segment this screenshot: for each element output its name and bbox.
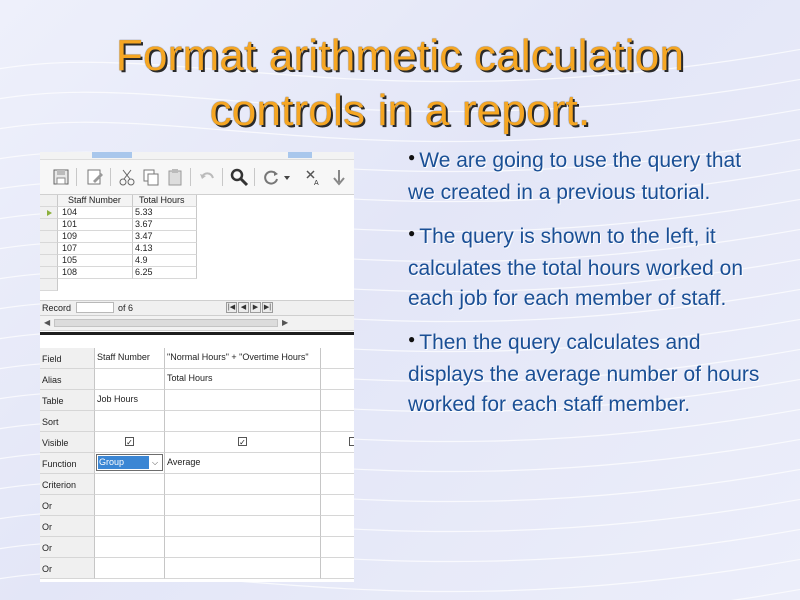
row-label: Function xyxy=(40,453,95,474)
design-row-or xyxy=(40,516,354,537)
sort-down-icon[interactable] xyxy=(328,166,350,188)
record-label: Record xyxy=(42,303,72,313)
row-label: Visible xyxy=(40,432,95,453)
table-header-row xyxy=(40,195,354,207)
table-cell[interactable]: 101 xyxy=(58,219,133,231)
or-cell[interactable] xyxy=(165,558,321,579)
bullet-dot-icon: ● xyxy=(408,150,416,164)
table-cell[interactable]: 4.13 xyxy=(133,243,197,255)
or-cell[interactable] xyxy=(321,558,354,579)
bullet-dot-icon: ● xyxy=(408,332,416,346)
table-row[interactable] xyxy=(40,243,354,255)
last-record-button[interactable]: ▶| xyxy=(263,304,272,311)
bullet-item xyxy=(408,146,764,208)
cut-icon[interactable] xyxy=(116,166,138,188)
toolbar-separator xyxy=(254,168,255,186)
table-row[interactable] xyxy=(40,231,354,243)
design-row-table xyxy=(40,390,354,411)
query-toolbar xyxy=(40,160,354,195)
design-row-function xyxy=(40,453,354,474)
chevron-down-icon[interactable]: ⌵ xyxy=(151,458,159,467)
record-navigation-bar xyxy=(40,300,354,316)
design-row-or xyxy=(40,495,354,516)
table-row[interactable] xyxy=(40,255,354,267)
scroll-left-icon[interactable]: ◀ xyxy=(44,318,51,327)
row-label: Sort xyxy=(40,411,95,432)
title-line-2: controls in a report. xyxy=(209,86,591,135)
copy-icon[interactable] xyxy=(140,166,162,188)
table-row[interactable] xyxy=(40,267,354,279)
column-header[interactable]: Total Hours xyxy=(133,195,197,207)
sort-az-icon[interactable] xyxy=(302,166,324,188)
bullet-item xyxy=(408,222,764,314)
table-cell[interactable]: 104 xyxy=(58,207,133,219)
bullet-text: Then the query calculates and displays the average number of hours worked for each staff member. xyxy=(408,331,760,416)
dropdown-arrow-icon[interactable] xyxy=(282,166,292,188)
function-selected-value: Group xyxy=(98,456,149,469)
visible-cell xyxy=(321,432,354,453)
field-cell[interactable]: "Normal Hours" + "Overtime Hours" xyxy=(165,348,321,369)
row-selector[interactable] xyxy=(40,243,58,255)
function-cell[interactable]: Average xyxy=(165,453,321,474)
design-row-visible xyxy=(40,432,354,453)
row-selector-header xyxy=(40,195,58,207)
row-selector[interactable] xyxy=(40,255,58,267)
table-cell[interactable] xyxy=(321,390,354,411)
horizontal-scrollbar[interactable] xyxy=(40,316,354,331)
visible-cell xyxy=(165,432,321,453)
design-row-or xyxy=(40,537,354,558)
row-label: Or xyxy=(40,516,95,537)
sort-cell[interactable] xyxy=(165,411,321,432)
table-cell[interactable]: 6.25 xyxy=(133,267,197,279)
visible-cell xyxy=(95,432,165,453)
table-cell[interactable]: 108 xyxy=(58,267,133,279)
row-label: Alias xyxy=(40,369,95,390)
window-top-strip xyxy=(40,152,354,160)
toolbar-separator xyxy=(76,168,77,186)
slide-title xyxy=(0,28,800,138)
or-cell[interactable] xyxy=(321,516,354,537)
table-cell[interactable]: 3.47 xyxy=(133,231,197,243)
tab-indicator xyxy=(92,152,132,158)
scrollbar-thumb[interactable] xyxy=(54,319,278,327)
next-record-button[interactable]: ▶ xyxy=(250,302,261,313)
paste-icon[interactable] xyxy=(164,166,186,188)
design-row-sort xyxy=(40,411,354,432)
or-cell[interactable] xyxy=(165,537,321,558)
criterion-cell[interactable] xyxy=(321,474,354,495)
function-cell xyxy=(95,453,165,474)
query-screenshot xyxy=(40,152,354,582)
or-cell[interactable] xyxy=(321,495,354,516)
svg-text:A: A xyxy=(314,180,319,187)
table-cell[interactable]: 107 xyxy=(58,243,133,255)
table-cell[interactable] xyxy=(165,390,321,411)
bullet-dot-icon: ● xyxy=(408,226,416,240)
pane-divider[interactable] xyxy=(40,332,354,335)
record-count: of 6 xyxy=(118,303,134,313)
table-row[interactable] xyxy=(40,219,354,231)
toolbar-separator xyxy=(190,168,191,186)
row-selector[interactable] xyxy=(40,219,58,231)
toolbar-separator xyxy=(222,168,223,186)
table-cell[interactable]: 105 xyxy=(58,255,133,267)
sort-cell[interactable] xyxy=(321,411,354,432)
edit-icon[interactable] xyxy=(84,166,106,188)
table-row-empty[interactable] xyxy=(40,279,354,291)
table-cell[interactable]: 3.67 xyxy=(133,219,197,231)
table-cell[interactable]: 5.33 xyxy=(133,207,197,219)
toolbar-separator xyxy=(110,168,111,186)
row-selector[interactable] xyxy=(40,231,58,243)
or-cell[interactable] xyxy=(95,537,165,558)
row-selector[interactable] xyxy=(40,279,58,291)
table-cell[interactable]: 4.9 xyxy=(133,255,197,267)
refresh-icon[interactable] xyxy=(260,166,282,188)
row-label: Field xyxy=(40,348,95,369)
table-row[interactable] xyxy=(40,207,354,219)
or-cell[interactable] xyxy=(165,516,321,537)
design-row-criterion xyxy=(40,474,354,495)
alias-cell[interactable]: Total Hours xyxy=(165,369,321,390)
save-icon[interactable] xyxy=(50,166,72,188)
or-cell[interactable] xyxy=(321,537,354,558)
criterion-cell[interactable] xyxy=(95,474,165,495)
scroll-right-icon[interactable]: ▶ xyxy=(282,318,289,327)
alias-cell[interactable] xyxy=(321,369,354,390)
tab-indicator xyxy=(288,152,312,158)
design-row-alias xyxy=(40,369,354,390)
query-design-grid xyxy=(40,348,354,582)
row-selector[interactable] xyxy=(40,207,58,219)
or-cell[interactable] xyxy=(165,495,321,516)
function-cell[interactable] xyxy=(321,453,354,474)
design-row-or xyxy=(40,558,354,579)
alias-cell[interactable] xyxy=(95,369,165,390)
design-row-field xyxy=(40,348,354,369)
table-cell[interactable]: 109 xyxy=(58,231,133,243)
visible-checkbox[interactable]: ✓ xyxy=(126,438,133,447)
row-label: Criterion xyxy=(40,474,95,495)
or-cell[interactable] xyxy=(95,495,165,516)
or-cell[interactable] xyxy=(95,558,165,579)
row-label: Table xyxy=(40,390,95,411)
visible-checkbox[interactable] xyxy=(349,437,354,446)
bullet-list xyxy=(408,146,764,434)
criterion-cell[interactable] xyxy=(165,474,321,495)
field-cell[interactable] xyxy=(321,348,354,369)
row-selector[interactable] xyxy=(40,267,58,279)
query-results-grid xyxy=(40,195,354,297)
sort-cell[interactable] xyxy=(95,411,165,432)
first-record-button[interactable]: |◀ xyxy=(227,304,236,311)
column-header[interactable]: Staff Number xyxy=(58,195,133,207)
bullet-text: The query is shown to the left, it calculates the total hours worked on each job for each member of staff. xyxy=(408,225,744,310)
or-cell[interactable] xyxy=(95,516,165,537)
visible-checkbox[interactable]: ✓ xyxy=(239,438,246,447)
table-cell[interactable]: Job Hours xyxy=(95,390,165,411)
function-dropdown[interactable] xyxy=(96,454,163,471)
row-label: Or xyxy=(40,558,95,579)
bullet-item xyxy=(408,328,764,420)
field-cell[interactable]: Staff Number xyxy=(95,348,165,369)
find-icon[interactable] xyxy=(228,166,250,188)
row-label: Or xyxy=(40,495,95,516)
undo-icon[interactable] xyxy=(196,166,218,188)
title-line-1: Format arithmetic calculation xyxy=(115,31,685,80)
bullet-text: We are going to use the query that we created in a previous tutorial. xyxy=(408,149,742,204)
previous-record-button[interactable]: ◀ xyxy=(238,302,249,313)
row-label: Or xyxy=(40,537,95,558)
record-number-input[interactable] xyxy=(76,302,114,313)
